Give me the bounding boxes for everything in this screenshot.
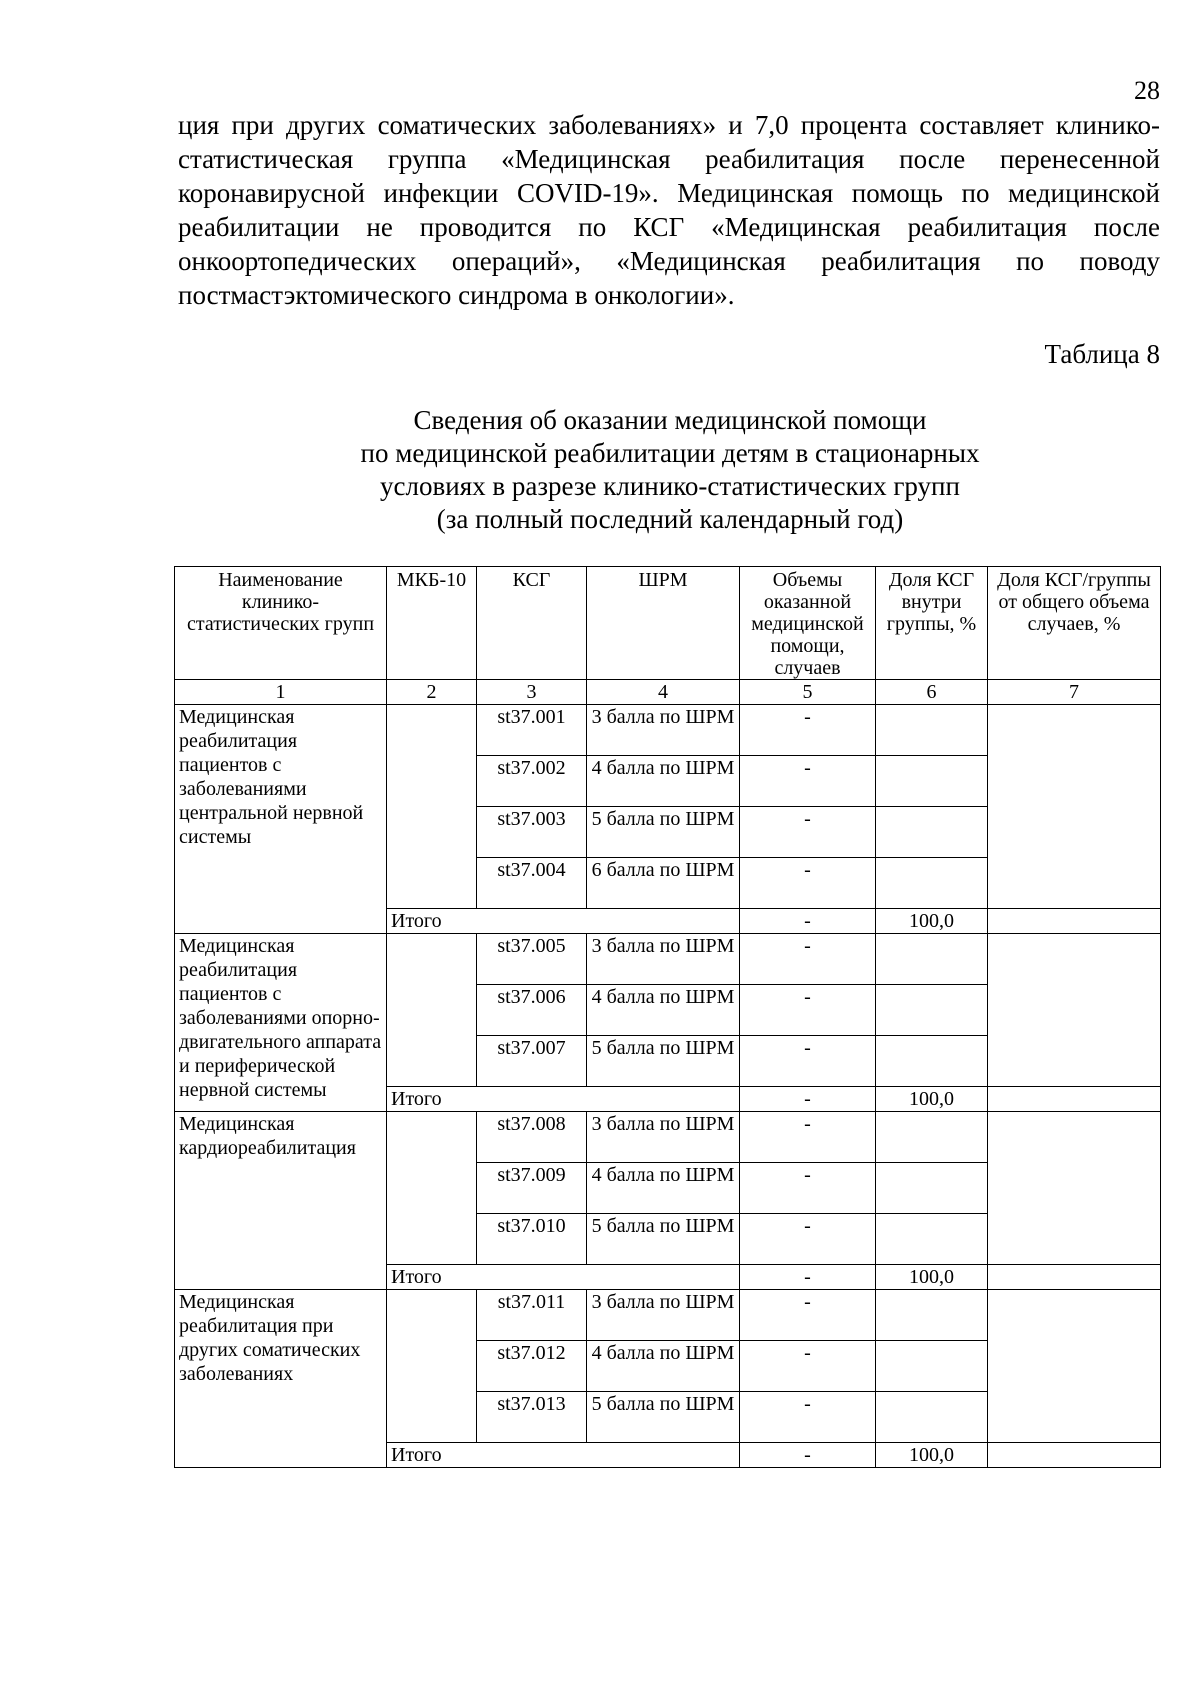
column-number: 3 xyxy=(477,680,587,705)
ksg-cell: st37.010 xyxy=(477,1214,587,1265)
ksg-cell: st37.007 xyxy=(477,1036,587,1087)
page-number: 28 xyxy=(1134,76,1160,105)
total-volume: - xyxy=(740,909,876,934)
header-ksg: КСГ xyxy=(477,567,587,680)
total-share-overall xyxy=(988,1265,1161,1290)
table-row xyxy=(175,705,1161,756)
share-in-group-cell xyxy=(876,1290,988,1341)
share-in-group-cell xyxy=(876,756,988,807)
share-in-group-cell xyxy=(876,1214,988,1265)
shrm-cell: 5 балла по ШРМ xyxy=(587,1036,740,1087)
ksg-cell: st37.011 xyxy=(477,1290,587,1341)
mkb-cell xyxy=(387,1112,477,1265)
ksg-cell: st37.012 xyxy=(477,1341,587,1392)
group-name: Медицинская реабилитация пациентов с заболеваниями центральной нервной системы xyxy=(175,705,387,934)
header-mkb: МКБ-10 xyxy=(387,567,477,680)
column-number: 4 xyxy=(587,680,740,705)
share-in-group-cell xyxy=(876,1341,988,1392)
share-in-group-cell xyxy=(876,1036,988,1087)
table-title-line: по медицинской реабилитации детям в стационарных xyxy=(360,438,980,468)
shrm-cell: 4 балла по ШРМ xyxy=(587,1341,740,1392)
share-in-group-cell xyxy=(876,1392,988,1443)
table-title-line: (за полный последний календарный год) xyxy=(436,504,904,534)
shrm-cell: 3 балла по ШРМ xyxy=(587,1112,740,1163)
ksg-cell: st37.009 xyxy=(477,1163,587,1214)
total-share-overall xyxy=(988,909,1161,934)
ksg-cell: st37.006 xyxy=(477,985,587,1036)
share-in-group-cell xyxy=(876,934,988,985)
table-title-line: Сведения об оказании медицинской помощи xyxy=(413,405,927,435)
group-name: Медицинская реабилитация пациентов с заболеваниями опорно-двигательного аппарата и периферической нервной системы xyxy=(175,934,387,1112)
ksg-cell: st37.003 xyxy=(477,807,587,858)
volume-cell: - xyxy=(740,756,876,807)
volume-cell: - xyxy=(740,858,876,909)
table-label: Таблица 8 xyxy=(1044,339,1160,369)
share-total-cell xyxy=(988,1112,1161,1265)
share-in-group-cell xyxy=(876,705,988,756)
shrm-cell: 5 балла по ШРМ xyxy=(587,1392,740,1443)
total-share-overall xyxy=(988,1087,1161,1112)
volume-cell: - xyxy=(740,1214,876,1265)
table-title xyxy=(250,404,1090,536)
total-volume: - xyxy=(740,1265,876,1290)
ksg-table xyxy=(174,566,1161,1468)
header-share-total: Доля КСГ/группы от общего объема случаев, % xyxy=(988,567,1161,680)
total-volume: - xyxy=(740,1087,876,1112)
header-group-name: Наименование клинико-статистических групп xyxy=(175,567,387,680)
ksg-cell: st37.008 xyxy=(477,1112,587,1163)
shrm-cell: 4 балла по ШРМ xyxy=(587,985,740,1036)
total-label: Итого xyxy=(387,1443,740,1468)
header-share-in-group: Доля КСГ внутри группы, % xyxy=(876,567,988,680)
table-row xyxy=(175,934,1161,985)
column-number: 6 xyxy=(876,680,988,705)
ksg-cell: st37.002 xyxy=(477,756,587,807)
column-number-row xyxy=(175,680,1161,705)
total-label: Итого xyxy=(387,1265,740,1290)
shrm-cell: 5 балла по ШРМ xyxy=(587,1214,740,1265)
table-row xyxy=(175,1290,1161,1341)
intro-paragraph: ция при других соматических заболеваниях» и 7,0 процента составляет клинико-статистическая группа «Медицинская реабилитация после перенесенной коронавирусной инфекции COVID-19». Медицинская помощь по медицинской реабилитации не проводится по КСГ «Медицинская реабилитация после онкоортопедических операций», «Медицинская реабилитация по поводу постмастэктомического синдрома в онкологии». xyxy=(178,110,1160,310)
shrm-cell: 5 балла по ШРМ xyxy=(587,807,740,858)
table-row xyxy=(175,1112,1161,1163)
ksg-cell: st37.013 xyxy=(477,1392,587,1443)
total-share-overall xyxy=(988,1443,1161,1468)
mkb-cell xyxy=(387,934,477,1087)
column-number: 2 xyxy=(387,680,477,705)
total-label: Итого xyxy=(387,1087,740,1112)
shrm-cell: 6 балла по ШРМ xyxy=(587,858,740,909)
volume-cell: - xyxy=(740,1036,876,1087)
volume-cell: - xyxy=(740,1112,876,1163)
share-in-group-cell xyxy=(876,985,988,1036)
shrm-cell: 3 балла по ШРМ xyxy=(587,1290,740,1341)
mkb-cell xyxy=(387,705,477,909)
total-share: 100,0 xyxy=(876,909,988,934)
share-in-group-cell xyxy=(876,1163,988,1214)
shrm-cell: 3 балла по ШРМ xyxy=(587,934,740,985)
table-title-line: условиях в разрезе клинико-статистических групп xyxy=(380,471,960,501)
table-header-row xyxy=(175,567,1161,680)
total-share: 100,0 xyxy=(876,1443,988,1468)
group-name: Медицинская реабилитация при других соматических заболеваниях xyxy=(175,1290,387,1468)
column-number: 5 xyxy=(740,680,876,705)
volume-cell: - xyxy=(740,985,876,1036)
share-in-group-cell xyxy=(876,858,988,909)
total-volume: - xyxy=(740,1443,876,1468)
share-total-cell xyxy=(988,1290,1161,1443)
header-volume: Объемы оказанной медицинской помощи, случаев xyxy=(740,567,876,680)
share-total-cell xyxy=(988,705,1161,909)
total-label: Итого xyxy=(387,909,740,934)
volume-cell: - xyxy=(740,807,876,858)
volume-cell: - xyxy=(740,1163,876,1214)
ksg-cell: st37.005 xyxy=(477,934,587,985)
shrm-cell: 4 балла по ШРМ xyxy=(587,1163,740,1214)
volume-cell: - xyxy=(740,1290,876,1341)
volume-cell: - xyxy=(740,934,876,985)
column-number: 1 xyxy=(175,680,387,705)
header-shrm: ШРМ xyxy=(587,567,740,680)
shrm-cell: 3 балла по ШРМ xyxy=(587,705,740,756)
column-number: 7 xyxy=(988,680,1161,705)
shrm-cell: 4 балла по ШРМ xyxy=(587,756,740,807)
volume-cell: - xyxy=(740,1341,876,1392)
share-total-cell xyxy=(988,934,1161,1087)
ksg-cell: st37.004 xyxy=(477,858,587,909)
ksg-cell: st37.001 xyxy=(477,705,587,756)
group-name: Медицинская кардиореабилитация xyxy=(175,1112,387,1290)
share-in-group-cell xyxy=(876,1112,988,1163)
volume-cell: - xyxy=(740,705,876,756)
share-in-group-cell xyxy=(876,807,988,858)
mkb-cell xyxy=(387,1290,477,1443)
total-share: 100,0 xyxy=(876,1265,988,1290)
total-share: 100,0 xyxy=(876,1087,988,1112)
volume-cell: - xyxy=(740,1392,876,1443)
